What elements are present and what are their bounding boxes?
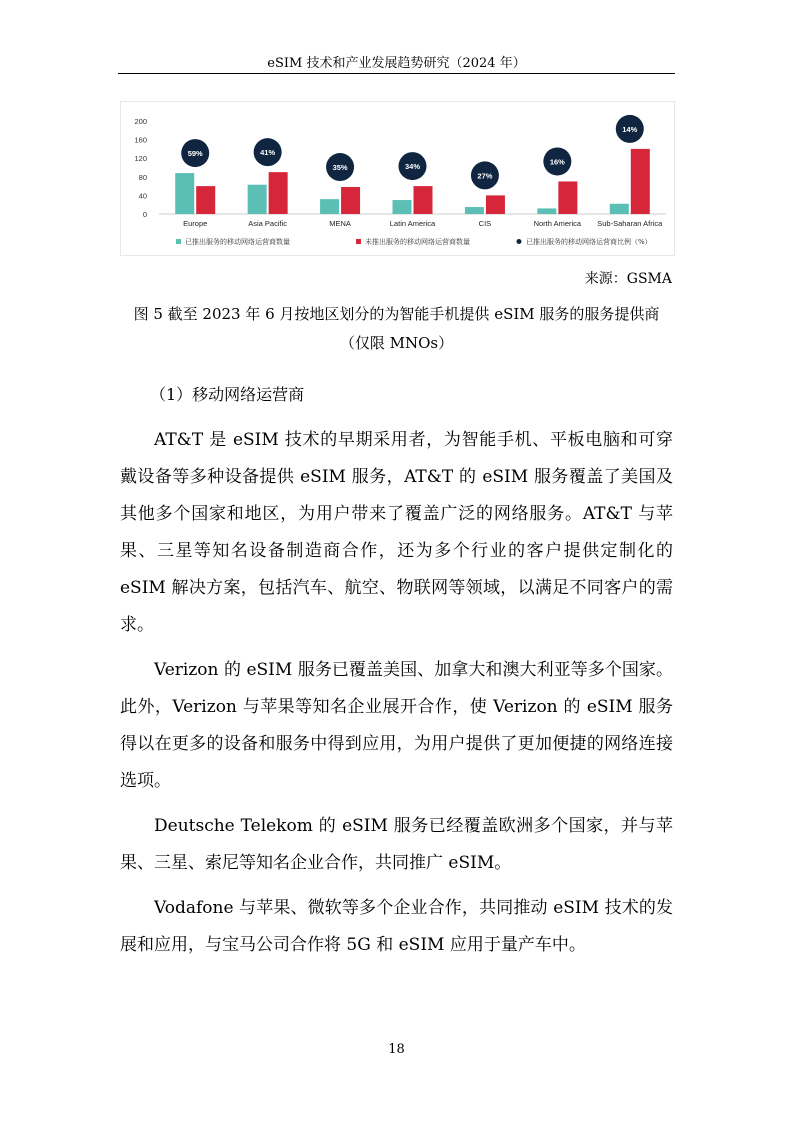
y-tick-label: 0 <box>142 210 147 219</box>
x-category-label: CIS <box>478 219 492 228</box>
y-tick-label: 40 <box>138 191 147 201</box>
x-category-label: Latin America <box>389 219 436 228</box>
x-category-label: North America <box>533 219 582 228</box>
y-tick-label: 200 <box>134 117 147 126</box>
percent-label: 14% <box>622 124 638 134</box>
bar-launched <box>393 200 412 214</box>
bar-not-launched <box>196 186 215 214</box>
bar-not-launched <box>341 187 360 214</box>
percent-label: 16% <box>549 157 565 167</box>
bar-launched <box>610 204 629 214</box>
legend-label-not-launched: 未推出服务的移动网络运营商数量 <box>365 238 470 246</box>
caption-line-2: （仅限 MNOs） <box>339 334 454 352</box>
bar-launched <box>175 173 194 214</box>
figure-source: 来源：GSMA <box>584 271 672 287</box>
bar-not-launched <box>558 181 577 214</box>
bar-not-launched <box>631 149 650 214</box>
percent-label: 41% <box>260 148 276 158</box>
section-heading: （1）移动网络运营商 <box>150 385 305 404</box>
x-category-label: Sub-Saharan Africa <box>597 219 663 228</box>
x-category-label: Europe <box>183 219 208 228</box>
bar-launched <box>465 207 484 214</box>
legend-marker-percent <box>517 239 522 244</box>
figure-caption <box>118 300 675 358</box>
caption-line-1: 图 5 截至 2023 年 6 月按地区划分的为智能手机提供 eSIM 服务的服务提供商 <box>133 305 660 323</box>
page-number: 18 <box>388 1042 405 1057</box>
x-category-label: Asia Pacific <box>248 219 288 228</box>
percent-label: 59% <box>187 149 203 159</box>
bar-launched <box>320 199 339 214</box>
bar-not-launched <box>269 172 288 214</box>
percent-label: 35% <box>332 163 348 173</box>
header-rule <box>118 73 675 74</box>
legend-label-percent: 已推出服务的移动网络运营商比例（%） <box>526 238 652 246</box>
paragraph-verizon: Verizon 的 eSIM 服务已覆盖美国、加拿大和澳大利亚等多个国家。此外，Verizon 与苹果等知名企业展开合作，使 Verizon 的 eSIM 服务得以在更多的设备和服务中得到应用，为用户提供了更加便捷的网络连接选项。 <box>120 660 673 791</box>
x-category-label: MENA <box>329 219 351 228</box>
legend-label-launched: 已推出服务的移动网络运营商数量 <box>185 238 290 246</box>
y-tick-label: 120 <box>134 154 147 164</box>
page-header-title: eSIM 技术和产业发展趋势研究（2024 年） <box>267 56 526 71</box>
legend-swatch-not-launched <box>356 239 361 244</box>
paragraph-deutsche-telekom: Deutsche Telekom 的 eSIM 服务已经覆盖欧洲多个国家，并与苹果、三星、索尼等知名企业合作，共同推广 eSIM。 <box>120 816 673 873</box>
percent-label: 27% <box>477 171 493 181</box>
bar-chart <box>121 102 674 255</box>
paragraph-vodafone: Vodafone 与苹果、微软等多个企业合作，共同推动 eSIM 技术的发展和应用，与宝马公司合作将 5G 和 eSIM 应用于量产车中。 <box>120 898 673 955</box>
chart-figure <box>120 101 675 256</box>
bar-launched <box>537 208 556 214</box>
bar-not-launched <box>414 186 433 214</box>
bar-launched <box>248 185 267 214</box>
body-text <box>120 422 673 972</box>
legend-swatch-launched <box>176 239 181 244</box>
percent-label: 34% <box>404 162 421 172</box>
y-tick-label: 80 <box>138 172 147 182</box>
bar-not-launched <box>486 195 505 214</box>
y-tick-label: 160 <box>134 135 147 145</box>
paragraph-att: AT&T 是 eSIM 技术的早期采用者，为智能手机、平板电脑和可穿戴设备等多种设备提供 eSIM 服务，AT&T 的 eSIM 服务覆盖了美国及其他多个国家和地区，为用户带来了覆盖广泛的网络服务。AT&T 与苹果、三星等知名设备制造商合作，还为多个行业的客户提供定制化的 eSIM 解决方案，包括汽车、航空、物联网等领域，以满足不同客户的需求。 <box>120 430 673 635</box>
